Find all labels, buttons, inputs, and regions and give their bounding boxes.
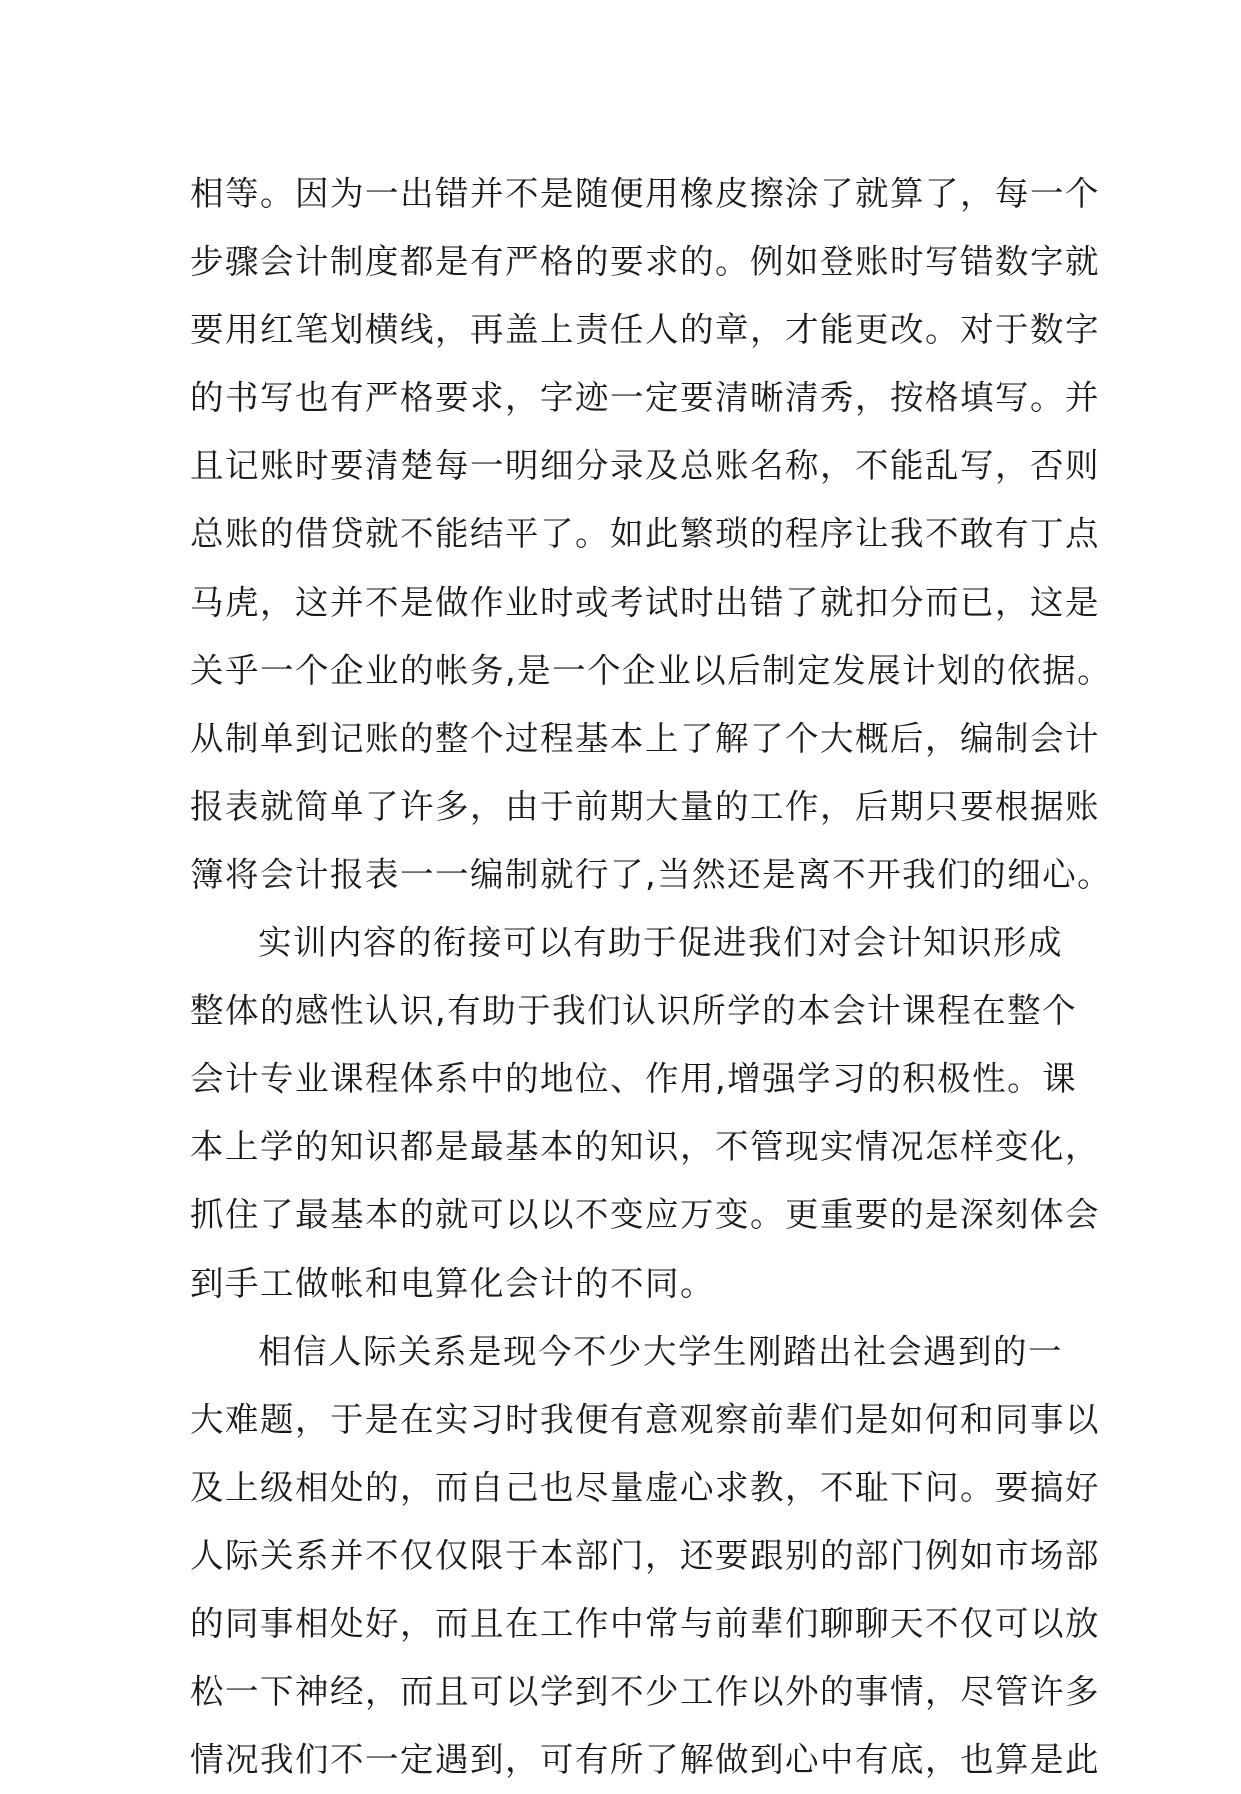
text-line: 抓住了最基本的就可以以不变应万变。更重要的是深刻体会 xyxy=(190,1195,1100,1235)
text-line: 且记账时要清楚每一明细分录及总账名称，不能乱写，否则 xyxy=(190,446,1100,486)
text-line: 簿将会计报表一一编制就行了,当然还是离不开我们的细心。 xyxy=(190,854,1113,894)
text-line: 会计专业课程体系中的地位、作用,增强学习的积极性。课 xyxy=(190,1059,1078,1099)
text-line: 到手工做帐和电算化会计的不同。 xyxy=(190,1263,715,1303)
paragraph-first-line: 实训内容的衔接可以有助于促进我们对会计知识形成 xyxy=(258,923,1063,963)
text-line: 大难题，于是在实习时我便有意观察前辈们是如何和同事以 xyxy=(190,1399,1100,1439)
text-line: 报表就简单了许多，由于前期大量的工作，后期只要根据账 xyxy=(190,786,1100,826)
text-line: 关乎一个企业的帐务,是一个企业以后制定发展计划的依据。 xyxy=(190,650,1113,690)
text-line: 的同事相处好，而且在工作中常与前辈们聊聊天不仅可以放 xyxy=(190,1603,1100,1643)
text-line: 人际关系并不仅仅限于本部门，还要跟别的部门例如市场部 xyxy=(190,1535,1100,1575)
body-text xyxy=(190,160,1113,1794)
paragraph-first-line: 相信人际关系是现今不少大学生刚踏出社会遇到的一 xyxy=(258,1331,1063,1371)
text-line: 要用红笔划横线，再盖上责任人的章，才能更改。对于数字 xyxy=(190,310,1100,350)
text-line: 总账的借贷就不能结平了。如此繁琐的程序让我不敢有丁点 xyxy=(190,514,1100,554)
text-line: 本上学的知识都是最基本的知识，不管现实情况怎样变化， xyxy=(190,1127,1100,1167)
text-line: 松一下神经，而且可以学到不少工作以外的事情，尽管许多 xyxy=(190,1672,1100,1712)
text-line: 步骤会计制度都是有严格的要求的。例如登账时写错数字就 xyxy=(190,242,1100,282)
text-line: 情况我们不一定遇到，可有所了解做到心中有底，也算是此 xyxy=(190,1740,1100,1780)
text-line: 相等。因为一出错并不是随便用橡皮擦涂了就算了，每一个 xyxy=(190,174,1100,213)
text-line: 的书写也有严格要求，字迹一定要清晰清秀，按格填写。并 xyxy=(190,378,1100,418)
text-line: 整体的感性认识,有助于我们认识所学的本会计课程在整个 xyxy=(190,991,1078,1031)
text-line: 从制单到记账的整个过程基本上了解了个大概后，编制会计 xyxy=(190,718,1100,758)
text-line: 马虎，这并不是做作业时或考试时出错了就扣分而已，这是 xyxy=(190,582,1100,622)
text-line: 及上级相处的，而自己也尽量虚心求教，不耻下问。要搞好 xyxy=(190,1467,1100,1507)
